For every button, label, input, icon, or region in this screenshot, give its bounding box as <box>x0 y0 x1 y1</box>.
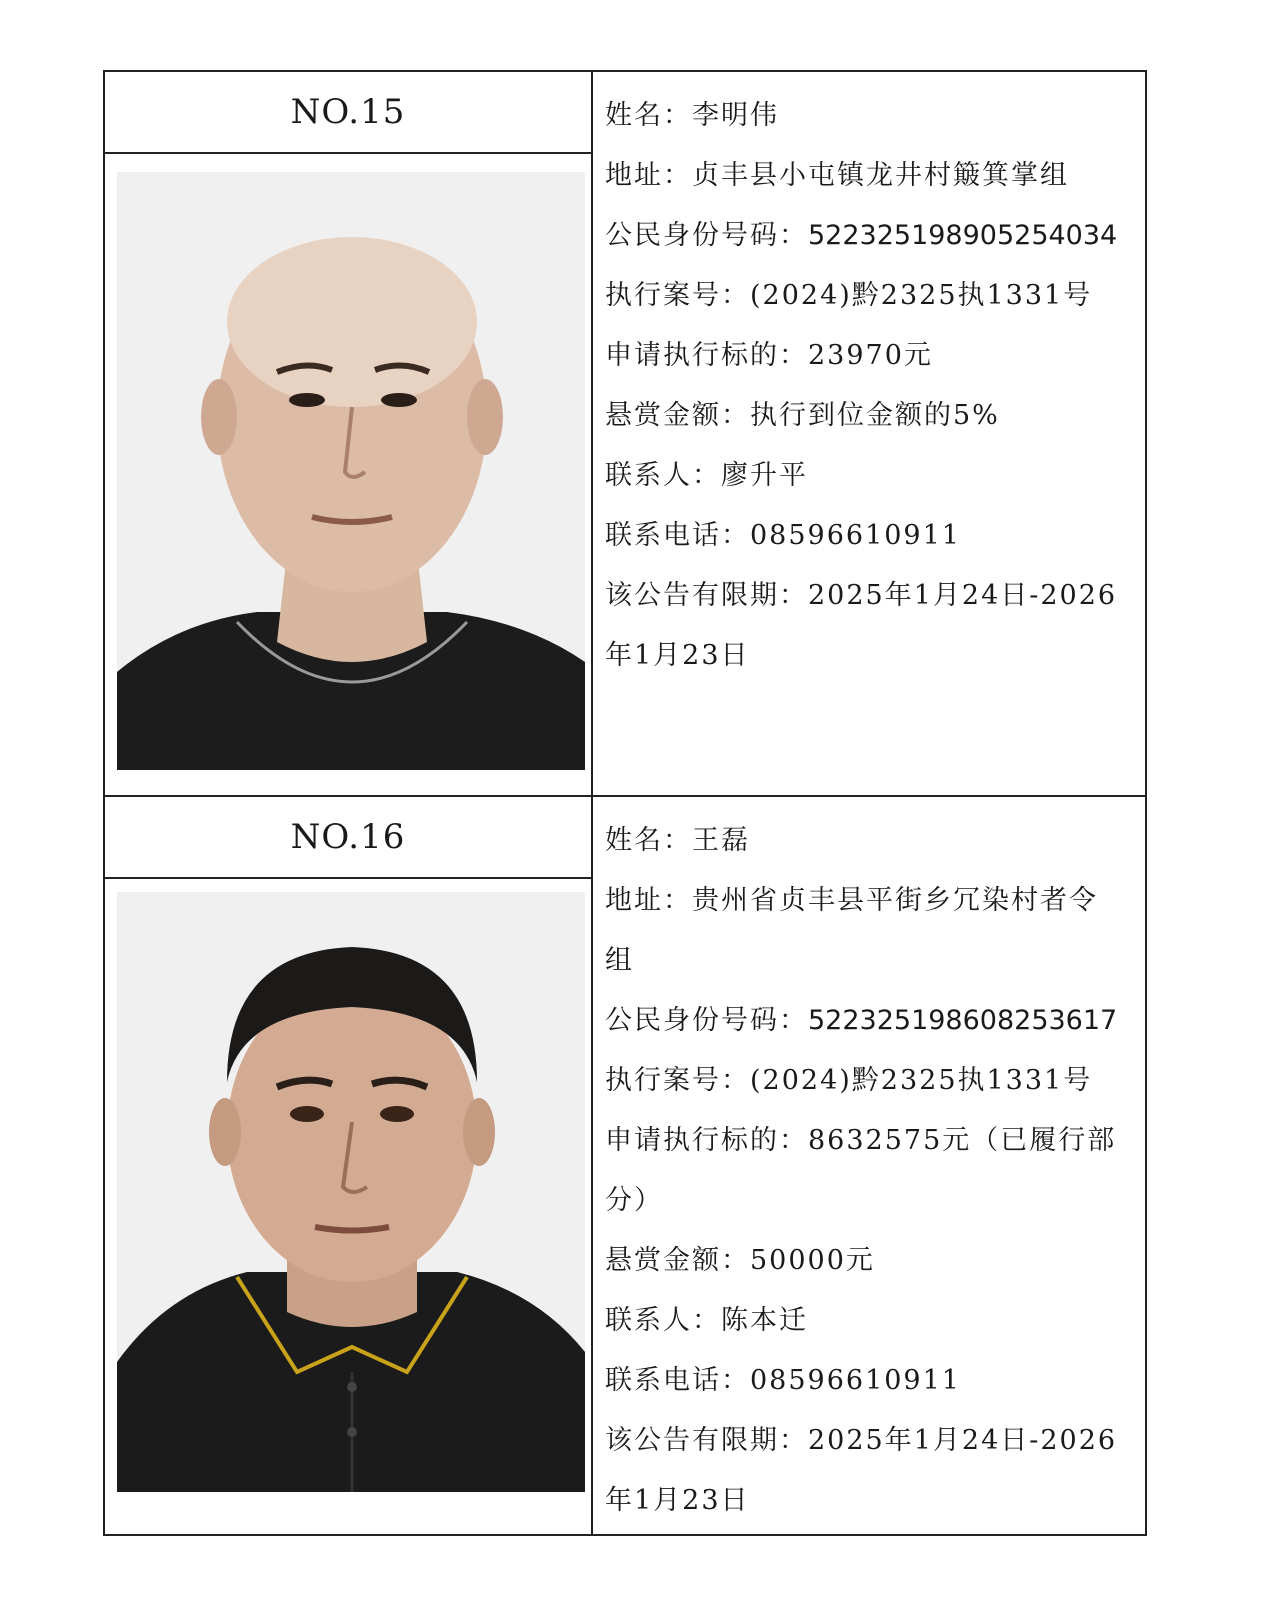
portrait-photo-graphic <box>117 892 585 1492</box>
contact-phone-line: 联系电话：08596610911 <box>605 1365 961 1396</box>
name-line: 姓名：王磊 <box>605 825 750 856</box>
contact-person-line: 联系人：陈本迁 <box>605 1305 808 1336</box>
id-number-value: 522325198905254034 <box>808 220 1118 251</box>
id-number-label: 公民身份号码： <box>605 1005 808 1036</box>
id-number-line <box>605 206 1135 266</box>
portrait-photo <box>117 172 585 770</box>
record-number: NO.15 <box>105 72 591 154</box>
record-details <box>593 72 1145 795</box>
validity-period-line: 该公告有限期：2025年1月24日-2026 <box>605 580 1118 611</box>
execution-target-line-cont: 分） <box>605 1185 663 1216</box>
execution-target-line: 申请执行标的：8632575元（已履行部 <box>605 1125 1117 1156</box>
validity-period-line-cont: 年1月23日 <box>605 1485 750 1516</box>
record-row <box>105 72 1145 797</box>
validity-period-line-cont: 年1月23日 <box>605 640 750 671</box>
id-number-value: 522325198608253617 <box>808 1005 1118 1036</box>
address-line: 地址：贵州省贞丰县平街乡冗染村者令 <box>605 885 1098 916</box>
record-left-column <box>105 72 593 795</box>
portrait-photo-graphic <box>117 172 585 770</box>
portrait-photo <box>117 892 585 1492</box>
execution-target-line: 申请执行标的：23970元 <box>605 340 933 371</box>
notice-table <box>103 70 1147 1536</box>
address-line-cont: 组 <box>605 945 634 976</box>
validity-period-line: 该公告有限期：2025年1月24日-2026 <box>605 1425 1118 1456</box>
case-number-line: 执行案号：(2024)黔2325执1331号 <box>605 1065 1093 1096</box>
name-line: 姓名：李明伟 <box>605 100 779 131</box>
contact-person-line: 联系人：廖升平 <box>605 460 808 491</box>
id-number-label: 公民身份号码： <box>605 220 808 251</box>
contact-phone-line: 联系电话：08596610911 <box>605 520 961 551</box>
record-number: NO.16 <box>105 797 591 879</box>
record-row <box>105 797 1145 1534</box>
case-number-line: 执行案号：(2024)黔2325执1331号 <box>605 280 1093 311</box>
address-line: 地址：贞丰县小屯镇龙井村簸箕掌组 <box>605 160 1069 191</box>
reward-amount-line: 悬赏金额：50000元 <box>605 1245 875 1276</box>
record-details <box>593 797 1145 1534</box>
id-number-line <box>605 991 1135 1051</box>
record-left-column <box>105 797 593 1534</box>
reward-amount-line: 悬赏金额：执行到位金额的5% <box>605 400 1000 431</box>
